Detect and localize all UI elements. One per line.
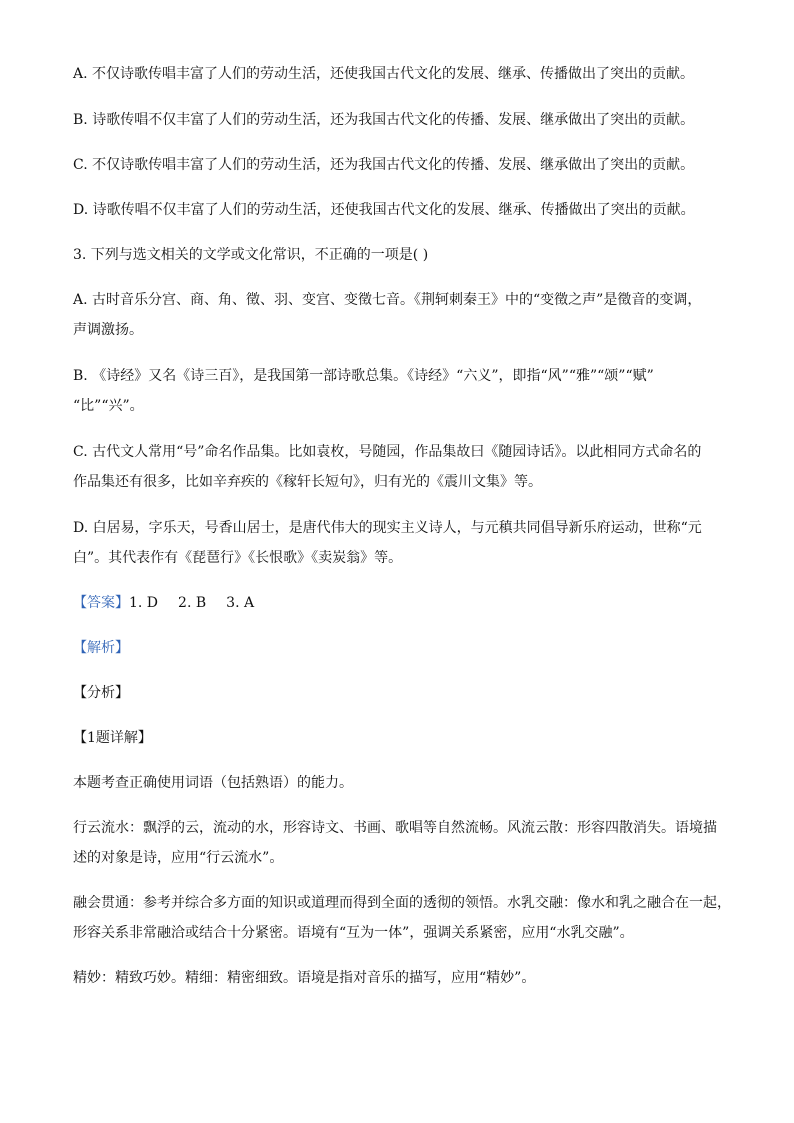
detail-p1-line1: 行云流水：飘浮的云，流动的水，形容诗文、书画、歌唱等自然流畅。风流云散：形容四散消失。语境描: [73, 820, 717, 836]
detail-p2-line2: 形容关系非常融洽或结合十分紧密。语境有“互为一体”，强调关系紧密，应用“水乳交融”。: [73, 925, 634, 941]
answer-2: 2. B: [178, 595, 207, 611]
detail-p2-line1: 融会贯通：参考并综合多方面的知识或道理而得到全面的透彻的领悟。水乳交融：像水和乳之融合在一起，: [73, 895, 731, 911]
option-3a-line1: A. 古时音乐分宫、商、角、徵、羽、变宫、变徵七音。《荆轲刺秦王》中的“变徵之声”是徵音的变调，: [73, 292, 702, 308]
answer-label: 【答案】: [73, 595, 129, 611]
answer-line: [73, 593, 723, 613]
detail-intro: 本题考查正确使用词语（包括熟语）的能力。: [73, 775, 353, 791]
question-3-stem: 3. 下列与选文相关的文学或文化常识，不正确的一项是( ): [73, 247, 429, 263]
option-3d-line1: D. 白居易，字乐天，号香山居士，是唐代伟大的现实主义诗人，与元稹共同倡导新乐府运动，世称“元: [73, 520, 702, 536]
detail-p3: 精妙：精致巧妙。精细：精密细致。语境是指对音乐的描写，应用“精妙”。: [73, 970, 536, 986]
detail-p1-line2: 述的对象是诗，应用“行云流水”。: [73, 850, 284, 866]
option-3d-line2: 白”。其代表作有《琵琶行》《长恨歌》《卖炭翁》等。: [73, 550, 403, 566]
option-3a-line2: 声调激扬。: [73, 322, 143, 338]
fenxi-label: 【分析】: [73, 685, 129, 701]
option-3b-line1: B. 《诗经》又名《诗三百》，是我国第一部诗歌总集。《诗经》“六义”，即指“风”“雅”“颂”“赋”: [73, 368, 654, 384]
option-3c-line2: 作品集还有很多，比如辛弃疾的《稼轩长短句》，归有光的《震川文集》等。: [73, 474, 542, 490]
option-2b: B. 诗歌传唱不仅丰富了人们的劳动生活，还为我国古代文化的传播、发展、继承做出了突出的贡献。: [73, 112, 695, 128]
analysis-label: 【解析】: [73, 640, 129, 656]
detail-1-label: 【1题详解】: [73, 730, 152, 746]
option-3b-line2: “比”“兴”。: [73, 398, 144, 414]
option-2d: D. 诗歌传唱不仅丰富了人们的劳动生活，还使我国古代文化的发展、继承、传播做出了突出的贡献。: [73, 202, 695, 218]
answer-3: 3. A: [226, 595, 255, 611]
answer-1: 1. D: [129, 595, 159, 611]
option-2a: A. 不仅诗歌传唱丰富了人们的劳动生活，还使我国古代文化的发展、继承、传播做出了突出的贡献。: [73, 66, 695, 82]
option-2c: C. 不仅诗歌传唱丰富了人们的劳动生活，还为我国古代文化的传播、发展、继承做出了突出的贡献。: [73, 157, 695, 173]
option-3c-line1: C. 古代文人常用“号”命名作品集。比如袁枚，号随园，作品集故曰《随园诗话》。以此相同方式命名的: [73, 444, 702, 460]
